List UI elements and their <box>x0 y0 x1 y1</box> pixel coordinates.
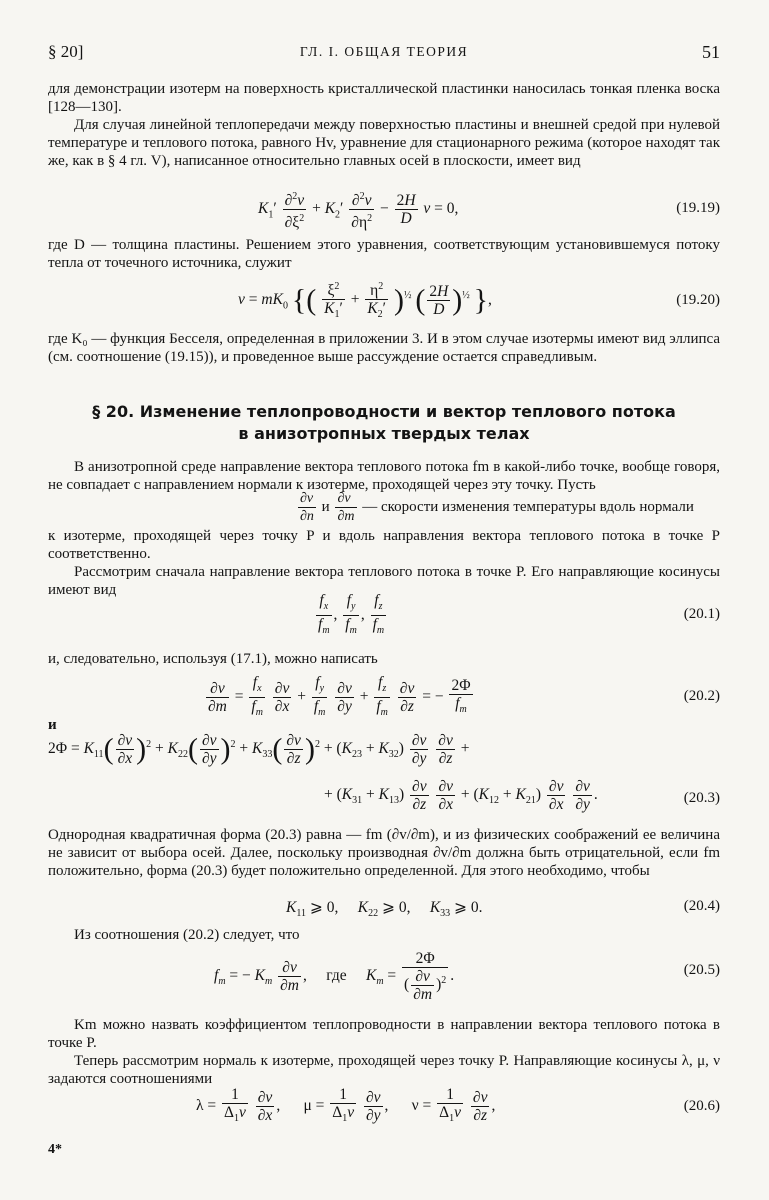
equation-number: (20.2) <box>683 688 720 704</box>
paragraph-2: Для случая линейной теплопередачи между поверхностью пластины и внешней средой при нулевой температуре и теплового потока, равного Hv, уравнение для стационарного режима (которое находят так же, как в § 4 гл. V), написанное относительно главных осей в плоскости, имеет вид <box>48 117 720 169</box>
section-title-line-2: в анизотропных твердых телах <box>238 424 530 443</box>
paragraph-5d: к изотерме, проходящей через точку P и вдоль направления вектора теплового потока в точке P соответственно. <box>48 528 720 562</box>
page <box>48 0 720 1200</box>
equation-body: $v = mK_0$ {( $\frac{\xi^2}{K_1'}$ + $\frac{\eta^2}{K_2'}$ )$^{\frac{1}{2}}$ ( $\frac{2H}{D}$ )$^{\frac{1}{2}}$ }, <box>238 278 492 323</box>
signature-mark: 4* <box>48 1142 62 1157</box>
paragraph-10: Km можно назвать коэффициентом теплопроводности в направлении вектора теплового потока в точке P. <box>48 1017 720 1051</box>
equation-body: $\frac{\partial v}{\partial m}$ = $\frac{f_x}{f_m}$ $\frac{\partial v}{\partial x}$ + $\frac{f_y}{f_m}$ $\frac{\partial v}{\partial y}$ + $\frac{f_z}{f_m}$ $\frac{\partial v}{\partial z}$ = − $\frac{2\Phi}{f_m}$ <box>204 674 475 721</box>
header-chapter: ГЛ. I. ОБЩАЯ ТЕОРИЯ <box>299 44 469 59</box>
equation-20-2 <box>48 674 720 720</box>
equation-line-1: $2\Phi = K_{11}$( $\frac{\partial v}{\partial x}$ )$^2 + K_{22}$( $\frac{\partial v}{\partial y}$ )$^2 + K_{33}$( $\frac{\partial v}{\partial z}$ )$^2 + (K_{23} + K_{32})$ $\frac{\partial v}{\partial y}$ $\frac{\partial v}{\partial z}$ + <box>48 732 470 767</box>
section-title <box>48 401 720 445</box>
equation-20-1 <box>48 592 720 638</box>
equation-body: $K_{11}$ ⩾ 0, $K_{22}$ ⩾ 0, $K_{33}$ ⩾ 0. <box>286 899 483 920</box>
running-header <box>48 42 720 64</box>
page-number: 51 <box>702 42 720 62</box>
paragraph-8: Однородная квадратичная форма (20.3) равна — fm (∂v/∂m), и из физических соображений ее величина не зависит от выбора осей. Далее, поскольку производная ∂v/∂m должна быть отрицательной, если fm положительно, форма (20.3) будет положительно определенной. Для этого необходимо, чтобы <box>48 827 720 879</box>
equation-number: (20.1) <box>683 606 720 622</box>
paragraph-11: Теперь рассмотрим нормаль к изотерме, проходящей через точку P. Направляющие косинусы λ, μ, ν задаются соотношениями <box>48 1053 720 1087</box>
equation-20-4 <box>48 898 720 920</box>
equation-number: (20.3) <box>683 790 720 806</box>
paragraph-6: Рассмотрим сначала направление вектора теплового потока в точке P. Его направляющие косинусы имеют вид <box>48 564 720 598</box>
section-title-line-1: § 20. Изменение теплопроводности и вектор теплового потока <box>92 402 676 421</box>
equation-body: λ = $\frac{1}{\Delta_1v}$ $\frac{\partial v}{\partial x}$ , μ = $\frac{1}{\Delta_1v}$ $\frac{\partial v}{\partial y}$ , ν = $\frac{1}{\Delta_1v}$ $\frac{\partial v}{\partial z}$ , <box>196 1086 495 1127</box>
equation-20-6 <box>48 1086 720 1130</box>
equation-19-19 <box>48 188 720 232</box>
equation-line-2: + $(K_{31} + K_{13})$ $\frac{\partial v}{\partial z}$ $\frac{\partial v}{\partial x}$ + $(K_{12} + K_{21})$ $\frac{\partial v}{\partial x}$ $\frac{\partial v}{\partial y}$ . <box>324 778 598 813</box>
paragraph-5a: В анизотропной среде направление вектора теплового потока fm в какой-либо точке, вообще говоря, не совпадает с направлением нормали к изотерме, проходящей через эту точку. Пусть <box>48 459 720 493</box>
equation-number: (19.19) <box>676 200 720 216</box>
paragraph-5-inline: $\frac{\partial v}{\partial n}$ и $\frac{\partial v}{\partial m}$ — скорости изменения температуры вдоль нормали <box>300 491 694 524</box>
equation-20-5 <box>48 944 720 1004</box>
paragraph-9: Из соотношения (20.2) следует, что <box>74 927 300 943</box>
equation-20-3 <box>48 732 720 822</box>
conjunction-and: и <box>48 717 57 733</box>
header-section: § 20] <box>48 42 84 61</box>
equation-body: $f_m$ = − $K_m$ $\frac{\partial v}{\partial m}$ , где $K_m$ = 2Φ ( $\frac{\partial v}{\partial m}$ )$^2$ . <box>214 950 455 1003</box>
where-word: где <box>326 967 347 985</box>
equation-number: (20.5) <box>683 962 720 978</box>
paragraph-1: для демонстрации изотерм на поверхность кристаллической пластинки наносилась тонкая пленка воска [128—130]. <box>48 81 720 115</box>
equation-number: (19.20) <box>676 292 720 308</box>
paragraph-5c: — скорости изменения температуры вдоль нормали <box>362 498 694 515</box>
equation-body: $K_1'$ $\frac{\partial^2v}{\partial\xi^2}$ + $K_2'$ $\frac{\partial^2v}{\partial\eta^2}$ − $\frac{2H}{D}$ v = 0, <box>258 191 459 232</box>
paragraph-7: и, следовательно, используя (17.1), можно написать <box>48 651 378 667</box>
equation-number: (20.6) <box>683 1098 720 1114</box>
equation-body: $\frac{f_x}{f_m}$ , $\frac{f_y}{f_m}$ , $\frac{f_z}{f_m}$ <box>314 592 388 639</box>
paragraph-3: где D — толщина пластины. Решением этого уравнения, соответствующим установившемуся потоку тепла от точечного источника, служит <box>48 237 720 271</box>
paragraph-4: где K₀ — функция Бесселя, определенная в приложении 3. И в этом случае изотермы имеют вид эллипса (см. соотношение (19.15)), и проведенное выше рассуждение остается справедливым. <box>48 331 720 365</box>
conjunction: и <box>321 498 330 515</box>
equation-19-20 <box>48 278 720 326</box>
equation-number: (20.4) <box>683 898 720 914</box>
